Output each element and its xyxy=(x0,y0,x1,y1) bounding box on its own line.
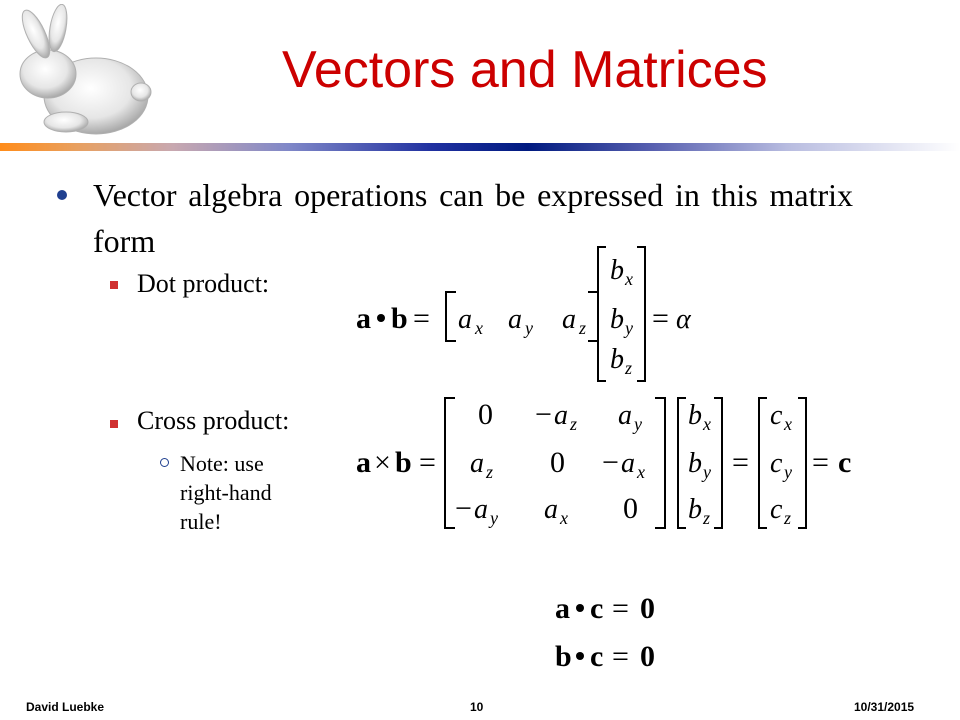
svg-text:c: c xyxy=(770,494,783,525)
dot-product-label: Dot product: xyxy=(137,269,270,298)
svg-text:0: 0 xyxy=(640,592,655,625)
svg-text:x: x xyxy=(475,318,483,338)
svg-text:0: 0 xyxy=(640,640,655,673)
svg-text:z: z xyxy=(570,414,578,434)
svg-text:c: c xyxy=(590,592,604,625)
svg-text:c: c xyxy=(838,446,852,479)
svg-text:y: y xyxy=(703,462,711,482)
svg-text:z: z xyxy=(784,508,792,528)
svg-text:a: a xyxy=(621,448,635,479)
svg-text:a: a xyxy=(470,448,484,479)
svg-text:a: a xyxy=(554,400,568,431)
svg-text:=: = xyxy=(732,446,749,479)
svg-text:a: a xyxy=(555,592,570,625)
svg-text:×: × xyxy=(374,446,391,479)
svg-text:a: a xyxy=(508,304,522,335)
svg-text:−: − xyxy=(535,398,552,431)
svg-text:0: 0 xyxy=(550,446,565,479)
svg-text:x: x xyxy=(625,269,633,289)
note-text: Note: use right-hand rule! xyxy=(180,451,272,534)
main-bullet-text: Vector algebra operations can be expressed in this matrix form xyxy=(93,177,853,259)
svg-text:a: a xyxy=(458,304,472,335)
svg-text:b: b xyxy=(555,640,572,673)
svg-text:=: = xyxy=(652,302,669,335)
svg-text:b: b xyxy=(610,255,624,286)
svg-text:c: c xyxy=(590,640,604,673)
svg-text:x: x xyxy=(784,414,792,434)
svg-text:b: b xyxy=(610,344,624,375)
svg-text:=: = xyxy=(612,592,629,625)
svg-text:y: y xyxy=(634,414,642,434)
svg-text:b: b xyxy=(395,446,412,479)
svg-text:α: α xyxy=(676,304,691,335)
slide-title: Vectors and Matrices xyxy=(282,41,768,99)
footer-page-number: 10 xyxy=(470,700,484,714)
svg-text:a: a xyxy=(544,494,558,525)
svg-text:0: 0 xyxy=(623,492,638,525)
svg-text:x: x xyxy=(637,462,645,482)
svg-text:=: = xyxy=(612,640,629,673)
svg-text:z: z xyxy=(486,462,494,482)
svg-text:b: b xyxy=(688,494,702,525)
svg-text:a: a xyxy=(356,302,371,335)
svg-text:−: − xyxy=(602,446,619,479)
svg-text:−: − xyxy=(455,492,472,525)
orthogonality-equation-2 xyxy=(555,640,655,673)
svg-text:x: x xyxy=(560,508,568,528)
svg-text:z: z xyxy=(703,508,711,528)
svg-text:b: b xyxy=(688,400,702,431)
dot-product-equation xyxy=(356,247,692,381)
svg-text:c: c xyxy=(770,448,783,479)
svg-text:a: a xyxy=(618,400,632,431)
svg-text:z: z xyxy=(625,358,633,378)
cross-product-equation xyxy=(356,398,851,528)
svg-text:a: a xyxy=(474,494,488,525)
orthogonality-equation-1 xyxy=(555,592,655,625)
svg-text:y: y xyxy=(625,318,633,338)
svg-text:b: b xyxy=(688,448,702,479)
svg-text:c: c xyxy=(770,400,783,431)
footer-date: 10/31/2015 xyxy=(854,700,915,714)
svg-text:y: y xyxy=(490,508,498,528)
svg-text:b: b xyxy=(610,304,624,335)
svg-text:=: = xyxy=(812,446,829,479)
svg-text:y: y xyxy=(784,462,792,482)
footer-author: David Luebke xyxy=(26,700,105,714)
svg-text:a: a xyxy=(562,304,576,335)
svg-text:x: x xyxy=(703,414,711,434)
svg-text:=: = xyxy=(419,446,436,479)
svg-text:b: b xyxy=(391,302,408,335)
svg-text:a: a xyxy=(356,446,371,479)
svg-text:=: = xyxy=(413,302,430,335)
svg-text:z: z xyxy=(579,318,587,338)
svg-text:0: 0 xyxy=(478,398,493,431)
cross-product-label: Cross product: xyxy=(137,406,290,435)
svg-text:y: y xyxy=(525,318,533,338)
